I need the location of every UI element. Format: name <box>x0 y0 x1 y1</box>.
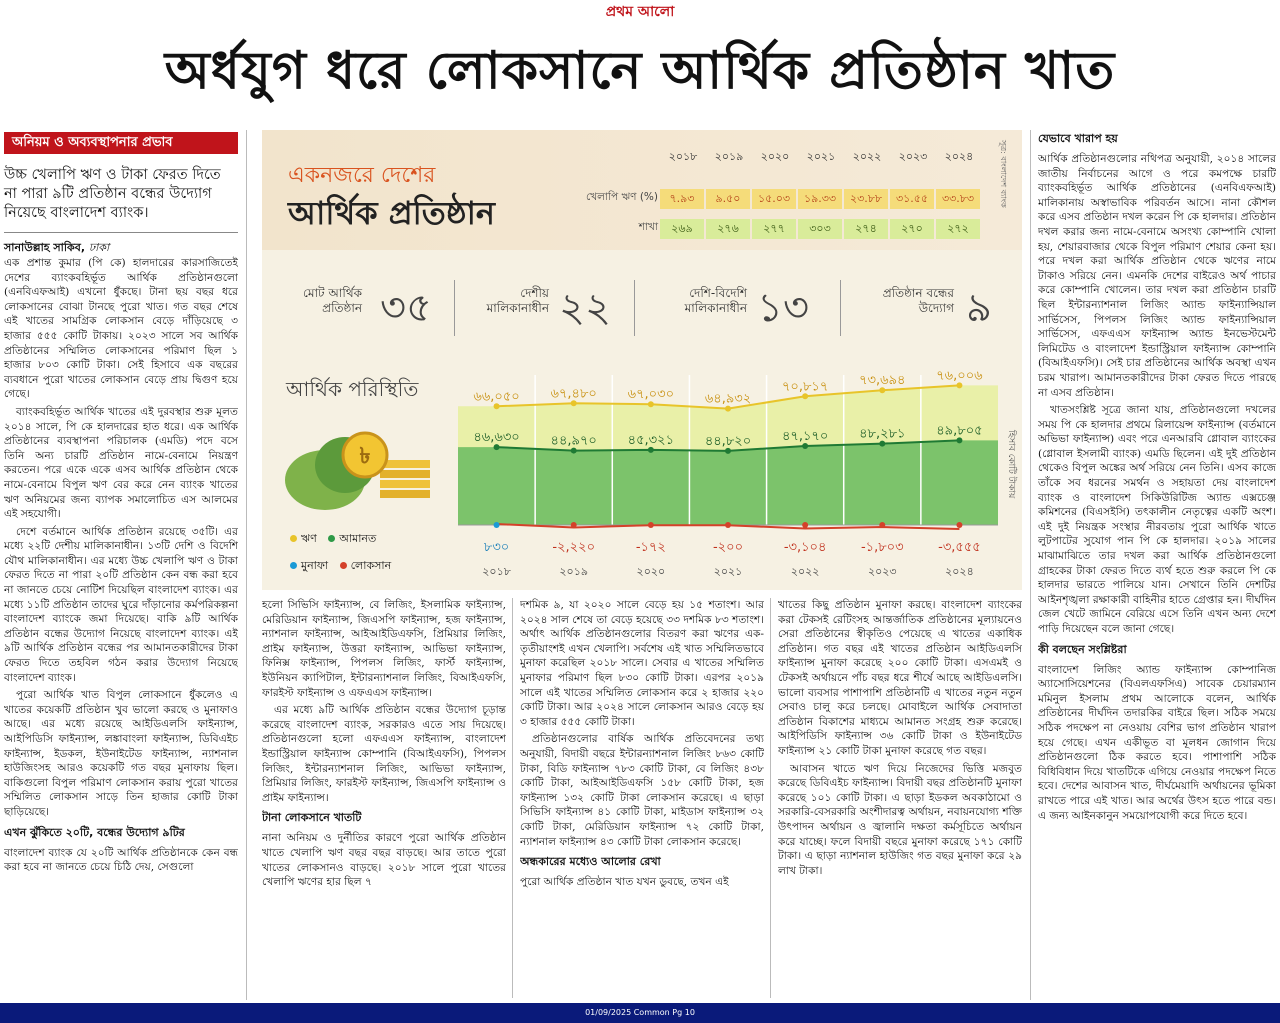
deposit-label: ৪৫,৩২১ <box>627 432 675 448</box>
loan-label: ৬৪,৯৩২ <box>704 391 752 407</box>
stat-total <box>282 270 452 340</box>
profit-loss-label: -১,৮০৩ <box>860 540 904 555</box>
byline <box>4 232 238 258</box>
npl-cell: ৭.৯৩ <box>660 189 704 209</box>
body-paragraph: আবাসন খাতে ঋণ দিয়ে নিজেদের ভিত্তি মজবুত করেছে ডিবিএইচ ফাইন্যান্স। বিদায়ী বছর প্রতিষ্ঠানটি মুনাফা করেছে ১০১ কোটি টাকা। এ ছাড়া ইডকল অবকাঠামো ও সরকারি-বেসরকারি অংশীদারত্ব অর্থায়ন, নবায়নযোগ্য শক্তি উৎপাদন অর্থায়ন ও জ্বালানি দক্ষতা কর্মসূচিতে অর্থায়ন করে যাচ্ছে। ফলে বিদায়ী বছরে মুনাফা করেছে ১৭১ কোটি টাকা। এ ছাড়া ন্যাশনাল হাউজিং গত বছর মুনাফা করে ২৯ লাখ টাকা। <box>778 762 1022 877</box>
stat-domestic <box>467 270 637 340</box>
legend-loss-label: লোকসান <box>350 559 392 572</box>
body-paragraph: বাংলাদেশ ব্যাংক যে ২০টি আর্থিক প্রতিষ্ঠানকে কেন বন্ধ করা হবে না জানতে চেয়ে চিঠি দেয়, সেগুলো <box>4 846 238 874</box>
legend-loss <box>340 559 392 572</box>
branch-row-label: শাখা <box>638 221 658 233</box>
legend-loan <box>290 532 317 545</box>
branch-cell: ২৭৪ <box>844 219 888 239</box>
branch-cell: ৩০৩ <box>798 219 842 239</box>
year-label: ২০২০ <box>760 150 790 163</box>
year-label: ২০২১ <box>806 150 836 163</box>
body-paragraph: প্রতিষ্ঠানগুলোর বার্ষিক আর্থিক প্রতিবেদনের তথ্য অনুযায়ী, বিদায়ী বছরে ইন্টারন্যাশনাল লিজিং ৮৬৩ কোটি টাকা, বিডি ফাইন্যান্স ৭৮৩ কোটি টাকা, বে লিজিং ৪৩৮ কোটি টাকা, আইআইডিএফসি ১৫৮ কোটি টাকা, হজ ফাইন্যান্স ১৩২ কোটি টাকা লোকসান করেছে। এ ছাড়া সিভিসি ফাইন্যান্স ৪১ কোটি টাকা, মাইডাস ফাইন্যান্স ৩২ কোটি টাকা, মেরিডিয়ান ফাইন্যান্স ৭২ কোটি টাকা, ন্যাশনাল ফাইন্যান্স ৪৩ কোটি টাকা লোকসান করেছে। <box>520 733 764 848</box>
body-paragraph: দশমিক ৯, যা ২০২০ সালে বেড়ে হয় ১৫ শতাংশ। আর ২০২৪ সাল শেষে তা বেড়ে হয়েছে ৩৩ দশমিক ৮৩ শতাংশ। অর্থাৎ আর্থিক প্রতিষ্ঠানগুলোর বিতরণ করা ঋণের এক-তৃতীয়াংশই এখন খেলাপি। সর্বশেষ এই খাত সম্মিলিতভাবে মুনাফা করেছিল ২০১৮ সালে। সেবার এ খাতের সম্মিলিত মুনাফার পরিমাণ ছিল ৮৩০ কোটি টাকা। এরপর ২০১৯ সালে এই খাতের সম্মিলিত লোকসান করে ২ হাজার ২২০ কোটি টাকা। আর ২০২৪ সালে লোকসান আরও বেড়ে হয় ৩ হাজার ৫৫৫ কোটি টাকা। <box>520 599 764 728</box>
legend-loan-label: ঋণ <box>301 532 317 545</box>
body-paragraph: এক প্রশান্ত কুমার (পি কে) হালদারের কারসাজিতেই দেশের ব্যাংকবহির্ভূত আর্থিক প্রতিষ্ঠানগুলো (এনবিএফআই) এখনো ধুঁকছে। টানা ছয় বছর ধরে লোকসানের বোঝা টানছে পুরো খাত। গত বছর শেষে এই খাতের সামগ্রিক লোকসান বেড়ে দাঁড়িয়েছে ৩ হাজার ৫৫৫ কোটি টাকায়। ২০২৩ সালে সব আর্থিক প্রতিষ্ঠানের সম্মিলিত লোকসানের পরিমাণ ছিল ১ হাজার ৮০৩ কোটি টাকা। সেই হিসাবে এক বছরের ব্যবধানে পুরো খাতের লোকসান বেড়ে প্রায় দ্বিগুণ হয়ে গেছে। <box>4 257 238 401</box>
stat-label: দেশি-বিদেশি মালিকানাধীন <box>684 286 747 315</box>
page-footer: 01/09/2025 Common Pg 10 <box>0 1003 1280 1023</box>
chart-legend <box>290 530 440 576</box>
column-4 <box>778 598 1022 1000</box>
column-3 <box>520 598 764 1000</box>
loan-label: ৭৬,০০৬ <box>936 368 983 384</box>
infographic-title-small: একনজরে দেশের <box>288 163 436 188</box>
npl-row-label: খেলাপি ঋণ (%) <box>585 191 658 203</box>
legend-deposit <box>328 532 376 545</box>
body-paragraph: এর মধ্যে ৯টি আর্থিক প্রতিষ্ঠান বন্ধের উদ্যোগ চূড়ান্ত করেছে বাংলাদেশ ব্যাংক, সরকারও এতে সায় দিয়েছে। প্রতিষ্ঠানগুলো হলো এফএএস ফাইন্যান্স, বাংলাদেশ ইন্ডাস্ট্রিয়াল ফাইন্যান্স কোম্পানি (বিআইএফসি), পিপলস লিজিং, ইন্টারন্যাশনাল লিজিং, আভিভা ফাইন্যান্স, প্রিমিয়ার লিজিং, ফারইস্ট ফাইন্যান্স, জিএসপি ফাইন্যান্স ও প্রাইম ফাইন্যান্স। <box>262 704 506 804</box>
svg-text:৳: ৳ <box>359 444 371 469</box>
stat-value: ৩৫ <box>380 285 432 331</box>
deposit-label: ৪৪,৯৭০ <box>550 433 597 449</box>
kicker-label: অনিয়ম ও অব্যবস্থাপনার প্রভাব <box>4 132 238 154</box>
year-label: ২০১৯ <box>714 150 744 163</box>
stat-closure <box>854 270 1014 340</box>
profit-loss-point <box>956 522 962 528</box>
body-paragraph: নানা অনিয়ম ও দুর্নীতির কারণে পুরো আর্থিক প্রতিষ্ঠান খাতে খেলাপি ঋণ বছর বছর বাড়ছে। আর তাতে পুরো খাতের লোকসানও বাড়ছে। ২০১৮ সালে পুরো খাতের খেলাপি ঋণের হার ছিল ৭ <box>262 832 506 889</box>
profit-loss-point <box>648 522 654 528</box>
npl-cell: ১৫.০৩ <box>752 189 796 209</box>
body-paragraph: পুরো আর্থিক প্রতিষ্ঠান খাত যখন ডুবছে, তখন এই <box>520 876 729 889</box>
body-paragraph: আর্থিক প্রতিষ্ঠানগুলোর নথিপত্র অনুযায়ী, ২০১৪ সালের জাতীয় নির্বাচনের আগে ও পরে কমপক্ষে চারটি ব্যাংকবহির্ভূত আর্থিক প্রতিষ্ঠানের (এনবিএফআই) মালিকানায় অস্বাভাবিক পরিবর্তন আসে। নানা কৌশল করে এসব প্রতিষ্ঠান দখল করেন পি কে হালদার। প্রতিষ্ঠান দখল করার জন্য নামে-বেনামে অসংখ্য কোম্পানি খোলা হয়, শেয়ারবাজার থেকে বিপুল পরিমাণ শেয়ার কেনা হয়। পরে দখল করা আর্থিক প্রতিষ্ঠান থেকে ঋণের নামে টাকাও সরিয়ে নেন। এমনকি দেশের বাইরেও অর্থ পাচার করে কোম্পানি খোলেন। তার দখল করা প্রতিষ্ঠান চারটি ছিল ইন্টারন্যাশনাল লিজিং অ্যান্ড ফাইন্যান্সিয়াল সার্ভিসেস, পিপলস লিজিং অ্যান্ড ফাইন্যান্সিয়াল সার্ভিসেস, এফএএস ফাইন্যান্স অ্যান্ড ইনভেস্টমেন্ট লিমিটেড ও বাংলাদেশ ইন্ডাস্ট্রিয়াল ফাইন্যান্স কোম্পানি (বিআইএফসি)। সেই চার প্রতিষ্ঠানের আর্থিক অবস্থা এখন চরম খারাপ। আমানতকারীদের টাকা ফেরত দিতে পারছে না এসব প্রতিষ্ঠান। <box>1038 153 1276 399</box>
profit-loss-label: -২,২২০ <box>552 540 596 555</box>
deposit-label: ৪৭,১৭০ <box>781 428 829 444</box>
source-note: সূত্র: বাংলাদেশ ব্যাংক <box>999 140 1008 208</box>
npl-cell: ৯.৫০ <box>706 189 750 209</box>
subheading: অন্ধকারের মধ্যেও আলোর রেখা <box>520 855 661 869</box>
byline-name: সানাউল্লাহ সাকিব, <box>4 241 86 254</box>
branch-row <box>660 217 1000 239</box>
loan-label: ৭০,৮১৭ <box>781 379 829 395</box>
body-paragraph: হলো সিভিসি ফাইন্যান্স, বে লিজিং, ইসলামিক ফাইন্যান্স, মেরিডিয়ান ফাইন্যান্স, জিএসপি ফাইন্যান্স, হজ ফাইন্যান্স, ন্যাশনাল ফাইন্যান্স, আইআইডিএফসি, প্রিমিয়ার লিজিং, প্রাইম ফাইন্যান্স, উত্তরা ফাইন্যান্স, আভিভা ফাইন্যান্স, ফিনিক্স ফাইন্যান্স, পিপলস লিজিং, ফার্স্ট ফাইন্যান্স, ইউনিয়ন ক্যাপিটাল, ইন্টারন্যাশনাল লিজিং, বিআইএফসি, ফারইস্ট ফাইন্যান্স ও এফএএস ফাইন্যান্স। <box>262 599 506 699</box>
branch-cell: ২৭০ <box>890 219 934 239</box>
npl-row <box>660 187 1000 209</box>
body-paragraph: খাতসংশ্লিষ্ট সূত্রে জানা যায়, প্রতিষ্ঠানগুলো দখলের সময় পি কে হালদার প্রথমে রিলায়েন্স ফাইন্যান্স (বর্তমানে অভিভা ফাইন্যান্স) এবং পরে এনআরবি গ্লোবাল ব্যাংকের (গ্লোবাল ইসলামী ব্যাংক) এমডি ছিলেন। এই দুই প্রতিষ্ঠান থেকেও বিপুল অঙ্কের অর্থ সরিয়ে নেন তিনি। এসব কাজে তাঁকে সব ধরনের সমর্থন ও সহায়তা দেয় বাংলাদেশ ব্যাংক ও বাংলাদেশ সিকিউরিটিজ অ্যান্ড এক্সচেঞ্জ কমিশনের (বিএসইসি) তৎকালীন নেতৃত্বের একটি অংশ। এই দুই নিয়ন্ত্রক সংস্থার নীরবতায় পুরো আর্থিক খাতে লুটপাটের সুযোগ পান পি কে হালদার। ২০১৯ সালের মাঝামাঝিতে তার দখল করা আর্থিক প্রতিষ্ঠানগুলো গ্রাহকের টাকা ফেরত দিতে ব্যর্থ হতে শুরু করলে পি কে হালদার ভারতে পালিয়ে যান। সেখানে তিনি দেশটির আইনশৃঙ্খলা রক্ষাকারী বাহিনীর হাতে গ্রেপ্তার হন। দীর্ঘদিন জেল খেটে জামিনে বেরিয়ে এসে তিনি এখন অন্য দেশে পাড়ি দিয়েছেন বলে জানা গেছে। <box>1038 404 1276 635</box>
deposit-label: ৪৮,২৮১ <box>859 426 906 442</box>
year-label: ২০২৪ <box>944 150 974 163</box>
subheading: কী বলছেন সংশ্লিষ্টরা <box>1038 642 1127 656</box>
headline: অর্ধযুগ ধরে লোকসানে আর্থিক প্রতিষ্ঠান খাত <box>164 41 1116 101</box>
year-label: ২০২২ <box>852 150 882 163</box>
deck-summary: উচ্চ খেলাপি ঋণ ও টাকা ফেরত দিতে না পারা ৯টি প্রতিষ্ঠান বন্ধের উদ্যোগ নিয়েছে বাংলাদেশ ব্যাংক। <box>4 167 221 221</box>
body-paragraph: পুরো আর্থিক খাত বিপুল লোকসানে ধুঁকলেও এ খাতের কয়েকটি প্রতিষ্ঠান খুব ভালো করছে ও মুনাফাও আছে। এর মধ্যে রয়েছে আইডিএলসি ফাইন্যান্স, আইপিডিসি ফাইন্যান্স, লঙ্কাবাংলা ফাইন্যান্স, ডিবিএইচ ফাইন্যান্স, ইডকল, ইউনাইটেড ফাইন্যান্স, ন্যাশনাল হাউজিংসহ আরও কয়েকটি গত বছর মুনাফায় ছিল। বাকিগুলো বিপুল পরিমাণ লোকসান করায় পুরো খাতের সম্মিলিত লোকসান সাড়ে তিন হাজার কোটি টাকা ছাড়িয়েছে। <box>4 689 238 818</box>
infographic-title: আর্থিক প্রতিষ্ঠান <box>288 194 496 232</box>
profit-loss-point <box>802 522 808 528</box>
year-label: ২০২৩ <box>898 150 928 163</box>
infographic-header <box>262 130 1022 250</box>
year-tick-label: ২০২৪ <box>945 565 974 578</box>
chart-title: আর্থিক পরিস্থিতি <box>286 377 419 401</box>
stat-label: মোট আর্থিক প্রতিষ্ঠান <box>303 286 362 315</box>
subheading: এখন ঝুঁকিতে ২০টি, বন্ধের উদ্যোগ ৯টির <box>4 825 185 839</box>
npl-cell: ২৩.৮৮ <box>844 189 888 209</box>
branch-cell: ২৭৭ <box>752 219 796 239</box>
npl-cell: ৩৩.৮৩ <box>936 189 980 209</box>
stat-value: ২২ <box>559 285 612 331</box>
legend-profit-label: মুনাফা <box>301 559 329 572</box>
year-tick-label: ২০২২ <box>790 565 820 578</box>
year-tick-label: ২০২১ <box>713 565 743 578</box>
npl-cell: ১৯.৩৩ <box>798 189 842 209</box>
deposit-label: ৪৬,৬৩০ <box>473 430 520 446</box>
profit-loss-label: -৩,১০৪ <box>783 540 827 555</box>
profit-loss-label: ৮৩০ <box>483 540 510 555</box>
stat-label: দেশীয় মালিকানাধীন <box>486 286 549 315</box>
infographic-panel <box>262 130 1022 590</box>
year-tick-label: ২০২৩ <box>867 565 897 578</box>
column-2 <box>262 598 506 1000</box>
body-paragraph: দেশে বর্তমানে আর্থিক প্রতিষ্ঠান রয়েছে ৩৫টি। এর মধ্যে ২২টি দেশীয় মালিকানাধীন। ১৩টি দেশি ও বিদেশি যৌথ মালিকানাধীন। এর মধ্যে উচ্চ খেলাপি ঋণ ও টাকা ফেরত দিতে না পারা ২০টি প্রতিষ্ঠান কেন বন্ধ করা হবে না জানতে চেয়ে নোটিশ দিয়েছিল বাংলাদেশ ব্যাংক। এর মধ্যে ১১টি প্রতিষ্ঠান তাদের ঘুরে দাঁড়ানোর কর্মপরিকল্পনা বাংলাদেশ ব্যাংকে জমা দিয়েছে। বাকি ৯টি আর্থিক প্রতিষ্ঠান বন্ধের উদ্যোগ নিয়েছে বাংলাদেশ ব্যাংক। এই ৯টি আর্থিক প্রতিষ্ঠান বন্ধের পর আমানতকারীদের টাকা ফেরত দিতে তহবিল গঠন করার উদ্যোগ নিয়েছে বাংলাদেশ ব্যাংক। <box>4 525 238 684</box>
year-tick-label: ২০১৮ <box>482 565 511 578</box>
chart-area <box>262 355 1022 590</box>
masthead-logo: প্রথম আলো <box>605 4 675 20</box>
year-label: ২০১৮ <box>668 150 698 163</box>
loan-label: ৬৭,৪৮০ <box>550 386 597 402</box>
profit-loss-point <box>725 522 731 528</box>
legend-profit <box>290 559 328 572</box>
column-5 <box>1038 126 1276 1002</box>
branch-cell: ২৭৬ <box>706 219 750 239</box>
byline-place: ঢাকা <box>88 241 110 254</box>
deposit-label: ৪৪,৮২০ <box>704 433 752 449</box>
stat-joint <box>647 270 837 340</box>
year-header-row <box>660 148 1000 166</box>
legend-deposit-label: আমানত <box>339 532 377 545</box>
profit-loss-point <box>571 522 577 528</box>
coin-illustration <box>280 410 450 520</box>
unit-note: হিসাব কোটি টাকায় <box>1006 430 1016 499</box>
profit-loss-point <box>494 522 500 528</box>
npl-cell: ৩১.৫৫ <box>890 189 934 209</box>
profit-loss-point <box>879 522 885 528</box>
profit-loss-label: -২০০ <box>712 540 744 555</box>
stat-label: প্রতিষ্ঠান বন্ধের উদ্যোগ <box>882 286 954 315</box>
body-paragraph: বাংলাদেশ লিজিং অ্যান্ড ফাইন্যান্স কোম্পানিজ অ্যাসোসিয়েশনের (বিএলএফসিএ) সাবেক চেয়ারম্যান মমিনুল ইসলাম প্রথম আলোকে বলেন, আর্থিক প্রতিষ্ঠানের দীর্ঘদিন তদারকির বাইরে ছিল। সঠিক সময়ে সঠিক পদক্ষেপ না নেওয়ায় বেশির ভাগ প্রতিষ্ঠান খারাপ হয়ে গেছে। এখন একীভূত বা মূলধন জোগান দিয়ে প্রতিষ্ঠানগুলো ঠিক করতে হবে। পাশাপাশি সঠিক বিধিবিধান দিয়ে খাতটিকে এগিয়ে নেওয়ার পদক্ষেপ নিতে হবে। দেশের আবাসন খাত, দীর্ঘমেয়াদি অর্থায়নের ভূমিকা রাখতে পারে এই খাত। আর অর্থের উৎস হতে পারে বন্ড। এ জন্য আইনকানুন সময়োপযোগী করে দিতে হবে। <box>1038 663 1276 822</box>
stat-value: ১৩ <box>757 285 809 331</box>
year-tick-label: ২০২০ <box>636 565 666 578</box>
branch-cell: ২৬৯ <box>660 219 704 239</box>
profit-loss-label: -১৭২ <box>635 540 666 555</box>
branch-cell: ২৭২ <box>936 219 980 239</box>
subheading: টানা লোকসানে খাতটি <box>262 811 362 825</box>
body-paragraph: খাতের কিছু প্রতিষ্ঠান মুনাফা করছে। বাংলাদেশ ব্যাংকের করা টেকসই রেটিংসহ আন্তর্জাতিক প্রতিষ্ঠানের মূল্যায়নেও সেরা প্রতিষ্ঠানের স্বীকৃতিও পেয়েছে এ খাতের একাধিক প্রতিষ্ঠান। গত বছর এই খাতের প্রতিষ্ঠান আইডিএলসি ফাইন্যান্স মুনাফা করেছে ২০০ কোটি টাকা। এসএমই ও টেকসই অর্থায়নে পাঁচ বছর ধরে শীর্ষে আছে আইডিএলসি। ভালো ব্যবসার পাশাপাশি প্রতিষ্ঠানটি এ খাতের নতুন নতুন সেবাও চালু করে চলছে। মোবাইলে আর্থিক সেবাদাতা প্রতিষ্ঠান বিকাশের মাধ্যমে আমানত সংগ্রহ শুরু করেছে। আইপিডিসি ফাইন্যান্স ৩৬ কোটি টাকা ও ইউনাইটেড ফাইন্যান্স ২১ কোটি টাকা মুনাফা করেছে গত বছর। <box>778 599 1022 757</box>
subheading: যেভাবে খারাপ হয় <box>1038 132 1118 145</box>
column-1 <box>4 256 238 1001</box>
loan-label: ৬৭,০৩০ <box>627 387 675 403</box>
finance-chart <box>458 355 998 590</box>
loan-label: ৭৩,৬৯৪ <box>859 373 906 389</box>
stat-value: ৯ <box>966 285 992 331</box>
loan-label: ৬৬,০৫০ <box>473 389 520 405</box>
year-tick-label: ২০১৯ <box>559 565 589 578</box>
deposit-label: ৪৯,৮০৫ <box>936 423 983 439</box>
body-paragraph: ব্যাংকবহির্ভূত আর্থিক খাতের এই দুরবস্থার শুরু মূলত ২০১৪ সালে, পি কে হালদারের হাত ধরে। এক আর্থিক প্রতিষ্ঠানের ব্যবস্থাপনা পরিচালক (এমডি) পদে বসে তিনি অন্য চারটি প্রতিষ্ঠান নামে-বেনামে নিয়ন্ত্রণ করতেন। পরে একে একে এসব আর্থিক প্রতিষ্ঠান থেকে নামে-বেনামে বিপুল ঋণ বের করে নেন ব্যাংক খাতের ঋণ অনিয়মের জন্য ব্যাপক সমালোচিত এস আলমের এই সহযোগী। <box>4 405 238 521</box>
profit-loss-label: -৩,৫৫৫ <box>938 540 981 555</box>
